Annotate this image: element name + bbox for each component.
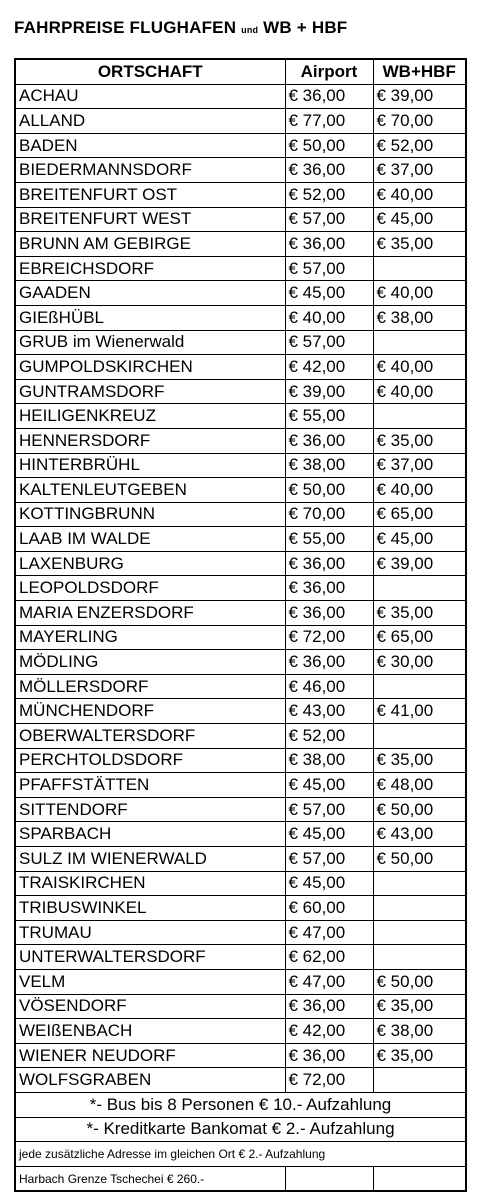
table-row — [15, 281, 466, 306]
place-cell: GUMPOLDSKIRCHEN — [15, 355, 285, 380]
wb-hbf-price-cell: € 41,00 — [373, 699, 466, 724]
wb-hbf-price-cell: € 38,00 — [373, 1019, 466, 1044]
table-row — [15, 1068, 466, 1093]
airport-price-cell: € 70,00 — [285, 502, 373, 527]
table-row — [15, 551, 466, 576]
table-row — [15, 453, 466, 478]
airport-price-cell: € 36,00 — [285, 994, 373, 1019]
wb-hbf-price-cell — [373, 945, 466, 970]
place-cell: UNTERWALTERSDORF — [15, 945, 285, 970]
airport-price-cell: € 77,00 — [285, 109, 373, 134]
airport-price-cell: € 52,00 — [285, 182, 373, 207]
place-cell: TRAISKIRCHEN — [15, 871, 285, 896]
airport-price-cell: € 57,00 — [285, 330, 373, 355]
page-title — [14, 18, 347, 38]
wb-hbf-price-cell: € 65,00 — [373, 625, 466, 650]
wb-hbf-price-cell: € 70,00 — [373, 109, 466, 134]
table-row — [15, 822, 466, 847]
table-row — [15, 109, 466, 134]
wb-hbf-price-cell: € 65,00 — [373, 502, 466, 527]
place-cell: VÖSENDORF — [15, 994, 285, 1019]
table-row — [15, 478, 466, 503]
wb-hbf-price-cell — [373, 896, 466, 921]
place-cell: MÖDLING — [15, 650, 285, 675]
wb-hbf-price-cell — [373, 404, 466, 429]
table-row — [15, 896, 466, 921]
place-cell: ALLAND — [15, 109, 285, 134]
wb-hbf-price-cell: € 35,00 — [373, 994, 466, 1019]
place-cell: LAAB IM WALDE — [15, 527, 285, 552]
table-row — [15, 1019, 466, 1044]
wb-hbf-price-cell: € 39,00 — [373, 551, 466, 576]
place-cell: MARIA ENZERSDORF — [15, 601, 285, 626]
table-row — [15, 945, 466, 970]
airport-price-cell: € 36,00 — [285, 158, 373, 183]
place-cell: MÜNCHENDORF — [15, 699, 285, 724]
wb-hbf-price-cell: € 50,00 — [373, 969, 466, 994]
wb-hbf-price-cell — [373, 256, 466, 281]
note-harbach-airport — [285, 1166, 373, 1191]
airport-price-cell: € 47,00 — [285, 920, 373, 945]
table-header-row — [15, 59, 466, 84]
wb-hbf-price-cell — [373, 330, 466, 355]
place-cell: ACHAU — [15, 84, 285, 109]
table-row — [15, 920, 466, 945]
place-cell: OBERWALTERSDORF — [15, 724, 285, 749]
wb-hbf-price-cell — [373, 920, 466, 945]
airport-price-cell: € 45,00 — [285, 822, 373, 847]
place-cell: SITTENDORF — [15, 797, 285, 822]
wb-hbf-price-cell: € 35,00 — [373, 748, 466, 773]
table-row — [15, 969, 466, 994]
wb-hbf-price-cell — [373, 576, 466, 601]
wb-hbf-price-cell: € 50,00 — [373, 847, 466, 872]
airport-price-cell: € 50,00 — [285, 133, 373, 158]
airport-price-cell: € 36,00 — [285, 232, 373, 257]
table-row — [15, 1043, 466, 1068]
note-bus: *- Bus bis 8 Personen € 10.- Aufzahlung — [15, 1092, 466, 1117]
place-cell: TRUMAU — [15, 920, 285, 945]
wb-hbf-price-cell: € 35,00 — [373, 232, 466, 257]
table-row — [15, 601, 466, 626]
table-row — [15, 797, 466, 822]
place-cell: BADEN — [15, 133, 285, 158]
table-row — [15, 847, 466, 872]
place-cell: GRUB im Wienerwald — [15, 330, 285, 355]
note-row-harbach — [15, 1166, 466, 1191]
place-cell: PERCHTOLDSDORF — [15, 748, 285, 773]
wb-hbf-price-cell: € 40,00 — [373, 355, 466, 380]
note-card: *- Kreditkarte Bankomat € 2.- Aufzahlung — [15, 1117, 466, 1142]
table-row — [15, 182, 466, 207]
table-row — [15, 232, 466, 257]
airport-price-cell: € 45,00 — [285, 871, 373, 896]
wb-hbf-price-cell: € 35,00 — [373, 428, 466, 453]
wb-hbf-price-cell: € 40,00 — [373, 182, 466, 207]
airport-price-cell: € 60,00 — [285, 896, 373, 921]
wb-hbf-price-cell: € 37,00 — [373, 453, 466, 478]
place-cell: WOLFSGRABEN — [15, 1068, 285, 1093]
wb-hbf-price-cell: € 43,00 — [373, 822, 466, 847]
airport-price-cell: € 36,00 — [285, 84, 373, 109]
place-cell: HEILIGENKREUZ — [15, 404, 285, 429]
table-row — [15, 650, 466, 675]
airport-price-cell: € 36,00 — [285, 650, 373, 675]
table-row — [15, 994, 466, 1019]
airport-price-cell: € 55,00 — [285, 527, 373, 552]
fare-table-body — [15, 84, 466, 1092]
airport-price-cell: € 46,00 — [285, 674, 373, 699]
table-row — [15, 379, 466, 404]
header-airport: Airport — [285, 59, 373, 84]
airport-price-cell: € 45,00 — [285, 281, 373, 306]
place-cell: TRIBUSWINKEL — [15, 896, 285, 921]
table-row — [15, 305, 466, 330]
airport-price-cell: € 39,00 — [285, 379, 373, 404]
table-row — [15, 330, 466, 355]
place-cell: GIEßHÜBL — [15, 305, 285, 330]
airport-price-cell: € 36,00 — [285, 601, 373, 626]
airport-price-cell: € 38,00 — [285, 748, 373, 773]
wb-hbf-price-cell — [373, 724, 466, 749]
wb-hbf-price-cell: € 39,00 — [373, 84, 466, 109]
table-row — [15, 502, 466, 527]
header-wb-hbf: WB+HBF — [373, 59, 466, 84]
table-row — [15, 355, 466, 380]
wb-hbf-price-cell: € 52,00 — [373, 133, 466, 158]
table-row — [15, 428, 466, 453]
airport-price-cell: € 72,00 — [285, 625, 373, 650]
airport-price-cell: € 57,00 — [285, 207, 373, 232]
table-row — [15, 748, 466, 773]
place-cell: LAXENBURG — [15, 551, 285, 576]
note-address: jede zusätzliche Adresse im gleichen Ort € 2.- Aufzahlung — [15, 1142, 466, 1167]
airport-price-cell: € 72,00 — [285, 1068, 373, 1093]
airport-price-cell: € 57,00 — [285, 847, 373, 872]
place-cell: SULZ IM WIENERWALD — [15, 847, 285, 872]
wb-hbf-price-cell: € 45,00 — [373, 527, 466, 552]
place-cell: WIENER NEUDORF — [15, 1043, 285, 1068]
table-row — [15, 527, 466, 552]
place-cell: MAYERLING — [15, 625, 285, 650]
place-cell: BREITENFURT OST — [15, 182, 285, 207]
place-cell: GAADEN — [15, 281, 285, 306]
airport-price-cell: € 36,00 — [285, 428, 373, 453]
place-cell: GUNTRAMSDORF — [15, 379, 285, 404]
wb-hbf-price-cell: € 35,00 — [373, 601, 466, 626]
wb-hbf-price-cell: € 40,00 — [373, 478, 466, 503]
title-part-1: FAHRPREISE FLUGHAFEN — [14, 18, 237, 37]
wb-hbf-price-cell: € 50,00 — [373, 797, 466, 822]
airport-price-cell: € 40,00 — [285, 305, 373, 330]
place-cell: MÖLLERSDORF — [15, 674, 285, 699]
table-row — [15, 158, 466, 183]
header-ortschaft: ORTSCHAFT — [15, 59, 285, 84]
airport-price-cell: € 36,00 — [285, 551, 373, 576]
place-cell: SPARBACH — [15, 822, 285, 847]
wb-hbf-price-cell: € 37,00 — [373, 158, 466, 183]
table-row — [15, 84, 466, 109]
place-cell: KALTENLEUTGEBEN — [15, 478, 285, 503]
table-row — [15, 256, 466, 281]
note-row-card — [15, 1117, 466, 1142]
place-cell: PFAFFSTÄTTEN — [15, 773, 285, 798]
airport-price-cell: € 57,00 — [285, 256, 373, 281]
wb-hbf-price-cell: € 40,00 — [373, 379, 466, 404]
airport-price-cell: € 45,00 — [285, 773, 373, 798]
wb-hbf-price-cell: € 35,00 — [373, 1043, 466, 1068]
fare-table — [14, 58, 467, 1192]
airport-price-cell: € 47,00 — [285, 969, 373, 994]
airport-price-cell: € 36,00 — [285, 1043, 373, 1068]
note-row-address — [15, 1142, 466, 1167]
airport-price-cell: € 55,00 — [285, 404, 373, 429]
table-row — [15, 699, 466, 724]
airport-price-cell: € 42,00 — [285, 1019, 373, 1044]
table-row — [15, 133, 466, 158]
place-cell: BIEDERMANNSDORF — [15, 158, 285, 183]
airport-price-cell: € 36,00 — [285, 576, 373, 601]
airport-price-cell: € 52,00 — [285, 724, 373, 749]
table-row — [15, 871, 466, 896]
wb-hbf-price-cell: € 45,00 — [373, 207, 466, 232]
title-part-2: und — [241, 25, 259, 35]
title-part-3: WB + HBF — [263, 18, 348, 37]
place-cell: BRUNN AM GEBIRGE — [15, 232, 285, 257]
place-cell: VELM — [15, 969, 285, 994]
table-row — [15, 207, 466, 232]
place-cell: LEOPOLDSDORF — [15, 576, 285, 601]
note-harbach: Harbach Grenze Tschechei € 260.- — [15, 1166, 285, 1191]
airport-price-cell: € 57,00 — [285, 797, 373, 822]
table-row — [15, 724, 466, 749]
table-row — [15, 674, 466, 699]
place-cell: EBREICHSDORF — [15, 256, 285, 281]
note-row-bus — [15, 1092, 466, 1117]
airport-price-cell: € 42,00 — [285, 355, 373, 380]
place-cell: KOTTINGBRUNN — [15, 502, 285, 527]
wb-hbf-price-cell — [373, 674, 466, 699]
table-row — [15, 773, 466, 798]
place-cell: BREITENFURT WEST — [15, 207, 285, 232]
table-row — [15, 625, 466, 650]
wb-hbf-price-cell: € 40,00 — [373, 281, 466, 306]
wb-hbf-price-cell — [373, 1068, 466, 1093]
wb-hbf-price-cell: € 38,00 — [373, 305, 466, 330]
airport-price-cell: € 62,00 — [285, 945, 373, 970]
wb-hbf-price-cell: € 48,00 — [373, 773, 466, 798]
table-row — [15, 404, 466, 429]
wb-hbf-price-cell: € 30,00 — [373, 650, 466, 675]
note-harbach-wb — [373, 1166, 466, 1191]
place-cell: WEIßENBACH — [15, 1019, 285, 1044]
table-row — [15, 576, 466, 601]
place-cell: HINTERBRÜHL — [15, 453, 285, 478]
airport-price-cell: € 50,00 — [285, 478, 373, 503]
airport-price-cell: € 38,00 — [285, 453, 373, 478]
wb-hbf-price-cell — [373, 871, 466, 896]
place-cell: HENNERSDORF — [15, 428, 285, 453]
airport-price-cell: € 43,00 — [285, 699, 373, 724]
